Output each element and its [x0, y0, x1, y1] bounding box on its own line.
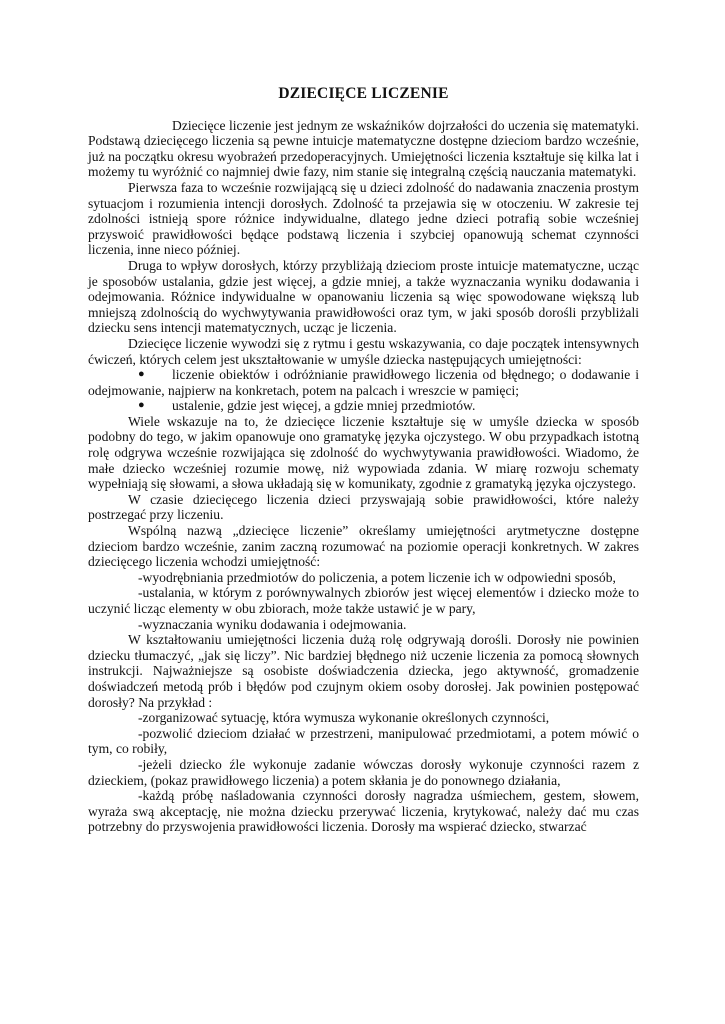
paragraph-common-name: Wspólną nazwą „dziecięce liczenie” określamy umiejętności arytmetyczne dostępne dzieciom bardzo wcześnie, zanim zaczną rozumować na poziomie operacji konkretnych. W zakres dziecięcego liczenia wchodzi umiejętność: — [88, 523, 639, 570]
dash-list-item: -ustalania, w którym z porównywalnych zbiorów jest więcej elementów i dziecko może to uczynić licząc elementy w obu zbiorach, może także ustawić je w pary, — [88, 585, 639, 616]
bullet-item-text: liczenie obiektów i odróżnianie prawidłowego liczenia od błędnego; o dodawanie i odejmowanie, najpierw na konkretach, potem na palcach i wreszcie w pamięci; — [88, 367, 639, 398]
paragraph-intro: Dziecięce liczenie jest jednym ze wskaźników dojrzałości do uczenia się matematyki. Podstawą dziecięcego liczenia są pewne intuicje matematyczne dostępne dzieciom bardzo wcześnie, już na początku okresu wyobrażeń przedoperacyjnych. Umiejętności liczenia kształtuje się kilka lat i możemy tu wyróżnić co najmniej dwie fazy, nim stanie się integralną częścią nauczania matematyki. — [88, 117, 639, 180]
paragraph-second-phase: Druga to wpływ dorosłych, którzy przybliżają dzieciom proste intuicje matematyczne, ucząc je sposobów ustalania, gdzie jest więcej, a gdzie mniej, a także wyznaczania wyniku dodawania i odejmowania. Różnice indywidualne w opanowaniu liczenia są więc spowodowane większą lub mniejszą zdolnością do wychwytywania prawidłowości oraz tym, w jaki sposób dorośli przybliżali dziecku sens intencji matematycznych, ucząc je liczenia. — [88, 257, 639, 336]
bullet-dot-icon: ● — [138, 368, 145, 381]
skills-dash-list — [88, 570, 639, 632]
paragraph-adult-role: W kształtowaniu umiejętności liczenia dużą rolę odgrywają dorośli. Dorosły nie powinien dziecku tłumaczyć, „jak się liczy”. Nic bardziej błędnego niż uczenie liczenia za pomocą słownych instrukcji. Najważniejsze są osobiste doświadczenia dziecka, jego aktywność, gromadzenie doświadczeń metodą prób i błędów pod czujnym okiem osoby dorosłej. Jak powinien postępować dorosły? Na przykład : — [88, 632, 639, 710]
dash-list-item: -wyodrębniania przedmiotów do policzenia, a potem liczenie ich w odpowiedni sposób, — [138, 569, 616, 585]
paragraph-regularities: W czasie dziecięcego liczenia dzieci przyswajają sobie prawidłowości, które należy postrzegać przy liczeniu. — [88, 491, 639, 523]
bullet-item — [88, 398, 639, 414]
document-title: DZIECIĘCE LICZENIE — [278, 85, 449, 102]
dash-list-item: -zorganizować sytuację, która wymusza wykonanie określonych czynności, — [138, 710, 550, 726]
dash-list-item: -jeżeli dziecko źle wykonuje zadanie wówczas dorosły wykonuje czynności razem z dzieckiem, (pokaz prawidłowego liczenia) a potem skłania je do ponownego działania, — [88, 756, 639, 788]
adult-actions-list — [88, 710, 639, 835]
bullet-item-text: ustalenie, gdzie jest więcej, a gdzie mniej przedmiotów. — [172, 398, 476, 414]
dash-list-item: -pozwolić dzieciom działać w przestrzeni, manipulować przedmiotami, a potem mówić o tym, co robiły, — [88, 725, 639, 757]
dash-list-item: -wyznaczania wyniku dodawania i odejmowania. — [138, 616, 407, 632]
paragraph-grammar-analogy: Wiele wskazuje na to, że dziecięce liczenie kształtuje się w umyśle dziecka w sposób podobny do tego, w jakim opanowuje ono gramatykę języka ojczystego. W obu przypadkach istotną rolę odgrywa wcześnie rozwijająca się zdolność do wychwytywania prawidłowości. Wiadomo, że małe dziecko wcześniej rozumie mowę, niż wypowiada zdania. W miarę rozwoju schematy wypełniają się słowami, a słowa układają się w komunikaty, zgodnie z gramatyką języka ojczystego. — [88, 413, 639, 492]
paragraph-first-phase: Pierwsza faza to wcześnie rozwijającą się u dzieci zdolność do nadawania znaczenia prostym sytuacjom i rozumienia intencji dorosłych. Zdolność ta przejawia się w otoczeniu. W zakresie tej zdolności istnieją spore różnice indywidualne, dlatego jedne dzieci potrafią sobie wcześniej przyswoić prawidłowości będące podstawą liczenia i szybciej opanowują schemat czynności liczenia, inne nieco później. — [88, 179, 639, 258]
dash-list-item: -każdą próbę naśladowania czynności dorosły nagradza uśmiechem, gestem, słowem, wyraża swą akceptację, nie można dziecku przerywać liczenia, krytykować, należy dać mu czas potrzebny do przyswojenia prawidłowości liczenia. Dorosły ma wspierać dziecko, stwarzać — [88, 788, 639, 835]
bullet-dot-icon: ● — [138, 399, 145, 412]
skills-bullet-list — [88, 367, 639, 414]
document-page — [88, 86, 639, 835]
bullet-item — [88, 367, 639, 398]
paragraph-rhythm-gesture: Dziecięce liczenie wywodzi się z rytmu i gestu wskazywania, co daje początek intensywnych ćwiczeń, których celem jest ukształtowanie w umyśle dziecka następujących umiejętności: — [88, 335, 639, 367]
